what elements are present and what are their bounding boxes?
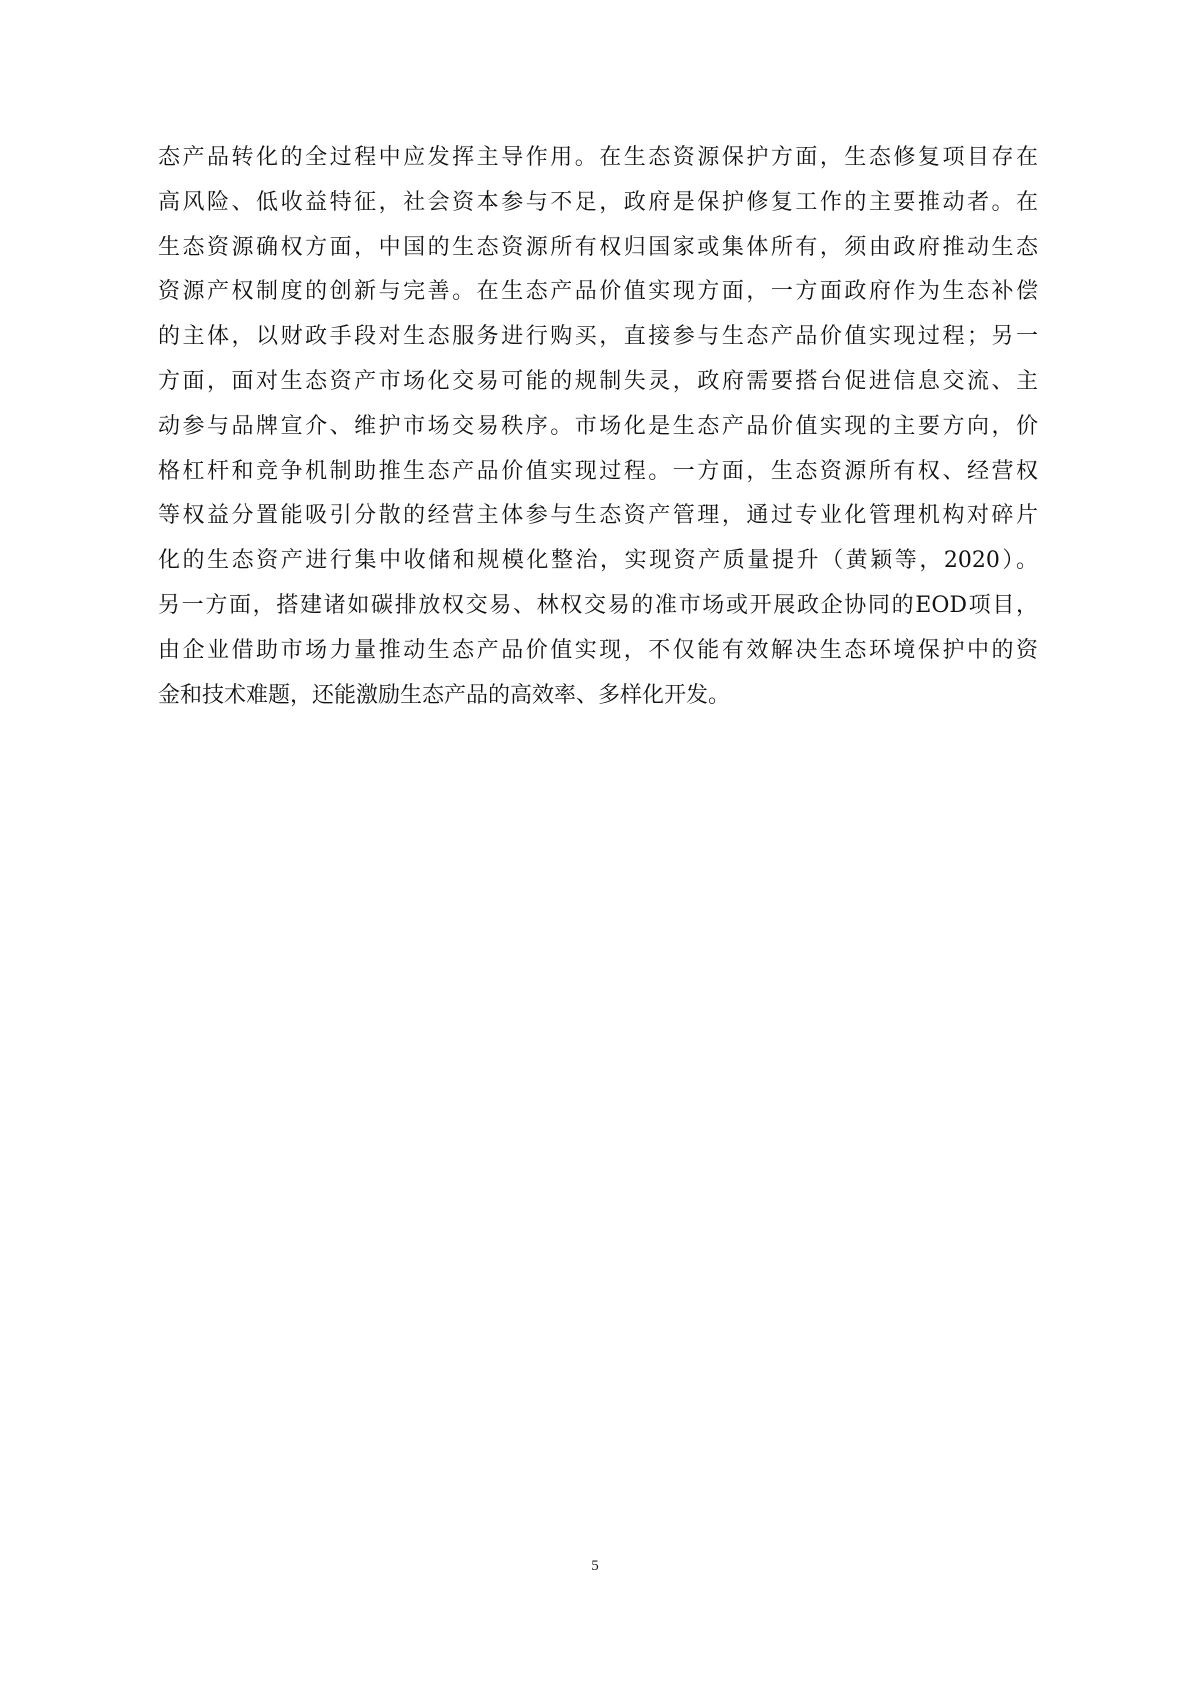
- text-line: 高风险、低收益特征，社会资本参与不足，政府是保护修复工作的主要推动者。在: [158, 189, 1038, 215]
- text-line: 另一方面，搭建诸如碳排放权交易、林权交易的准市场或开展政企协同的EOD项目，: [158, 592, 1038, 618]
- text-line: 金和技术难题，还能激励生态产品的高效率、多样化开发。: [158, 682, 731, 708]
- text-line: 由企业借助市场力量推动生态产品价值实现，不仅能有效解决生态环境保护中的资: [158, 637, 1038, 663]
- text-line: 的主体，以财政手段对生态服务进行购买，直接参与生态产品价值实现过程；另一: [158, 324, 1038, 350]
- page-number: 5: [591, 1558, 599, 1574]
- text-line: 态产品转化的全过程中应发挥主导作用。在生态资源保护方面，生态修复项目存在: [158, 145, 1038, 170]
- text-line: 方面，面对生态资产市场化交易可能的规制失灵，政府需要搭台促进信息交流、主: [158, 368, 1038, 394]
- text-line: 动参与品牌宣介、维护市场交易秩序。市场化是生态产品价值实现的主要方向，价: [158, 413, 1038, 439]
- text-line: 等权益分置能吸引分散的经营主体参与生态资产管理，通过专业化管理机构对碎片: [158, 503, 1038, 529]
- body-paragraph: [158, 136, 1038, 718]
- text-line: 化的生态资产进行集中收储和规模化整治，实现资产质量提升（黄颖等，2020）。: [158, 548, 1038, 574]
- text-line: 资源产权制度的创新与完善。在生态产品价值实现方面，一方面政府作为生态补偿: [158, 279, 1038, 305]
- text-line: 生态资源确权方面，中国的生态资源所有权归国家或集体所有，须由政府推动生态: [158, 234, 1038, 260]
- text-line: 格杠杆和竞争机制助推生态产品价值实现过程。一方面，生态资源所有权、经营权: [158, 458, 1038, 484]
